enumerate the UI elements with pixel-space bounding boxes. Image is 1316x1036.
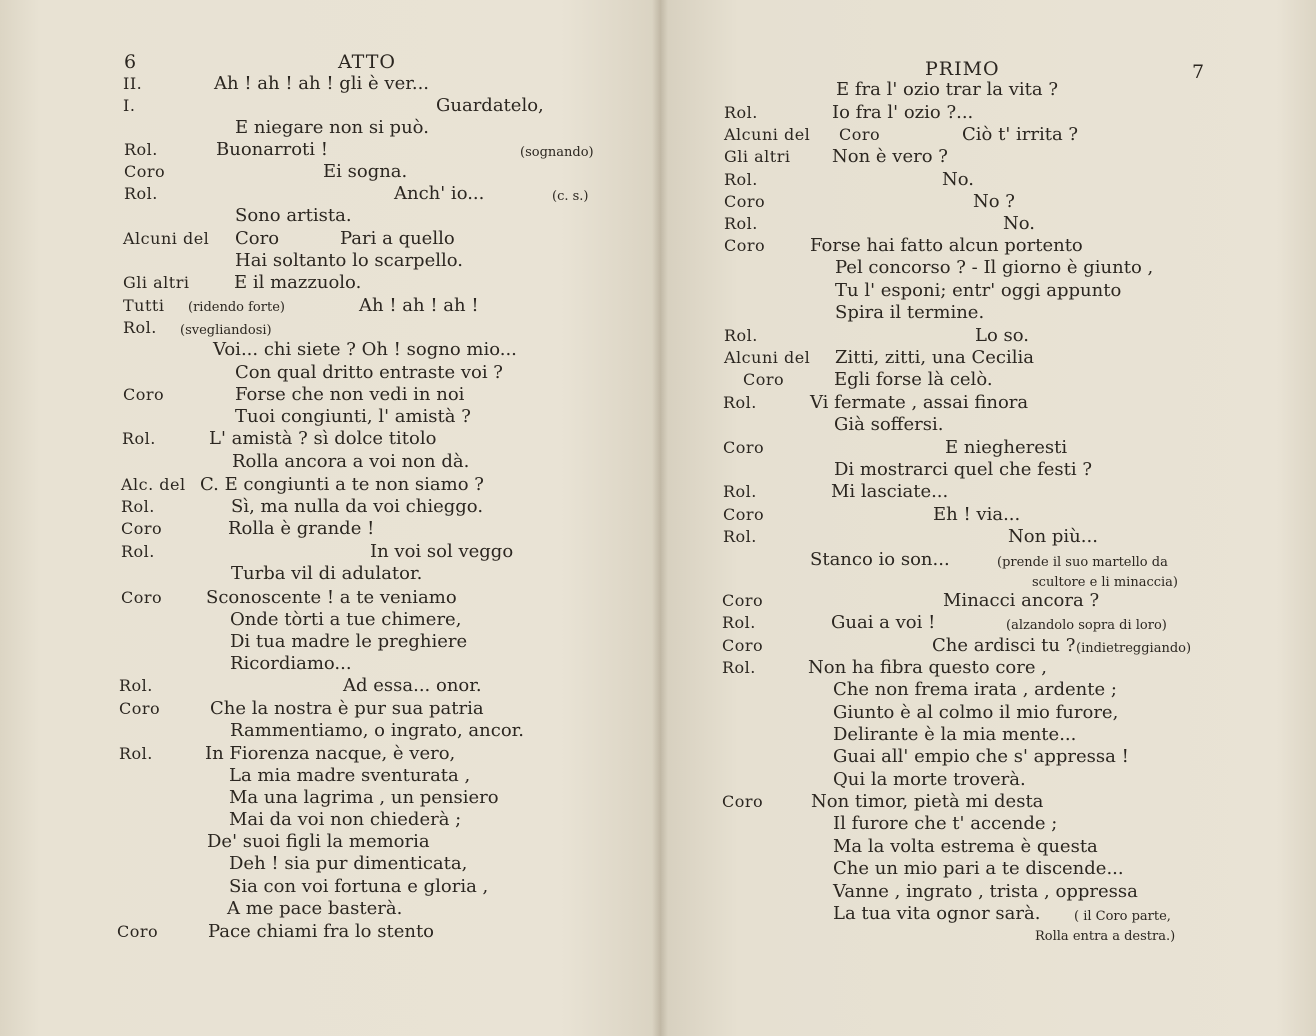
right-text-line: Lo so. — [975, 325, 1029, 346]
left-text-line: L' amistà ? sì dolce titolo — [209, 428, 437, 449]
left-text-line: La mia madre sventurata , — [229, 765, 471, 786]
right-text-line: Non è vero ? — [832, 146, 948, 167]
right-text-line: scultore e li minaccia) — [1032, 575, 1178, 590]
left-text-line: Voi... chi siete ? Oh ! sogno mio... — [213, 339, 517, 360]
left-text-line: Di tua madre le preghiere — [230, 631, 468, 652]
left-text-line: Rol. — [121, 497, 155, 516]
right-text-line: Tu l' esponi; entr' oggi appunto — [835, 280, 1122, 301]
left-text-line: Coro — [117, 922, 159, 941]
right-text-line: La tua vita ognor sarà. — [833, 903, 1041, 924]
left-text-line: Rolla è grande ! — [228, 518, 375, 539]
right-text-line: Zitti, zitti, una Cecilia — [835, 347, 1034, 368]
left-text-line: Rol. — [119, 744, 153, 763]
left-text-line: I. — [123, 96, 136, 115]
left-text-line: Che la nostra è pur sua patria — [210, 698, 484, 719]
right-text-line: Guai all' empio che s' appressa ! — [833, 746, 1129, 767]
right-text-line: Coro — [723, 505, 765, 524]
right-text-line: Coro — [722, 591, 764, 610]
left-text-line: In Fiorenza nacque, è vero, — [205, 743, 456, 764]
left-text-line: Rol. — [122, 429, 156, 448]
right-text-line: Ciò t' irrita ? — [962, 124, 1079, 145]
left-text-line: Rammentiamo, o ingrato, ancor. — [230, 720, 525, 741]
right-text-line: Coro — [839, 125, 881, 144]
left-text-line: Rol. — [124, 184, 158, 203]
right-text-line: Vi fermate , assai finora — [810, 392, 1029, 413]
left-text-line: Hai soltanto lo scarpello. — [235, 250, 463, 271]
left-text-line: Rol. — [119, 676, 153, 695]
right-text-line: Vanne , ingrato , trista , oppressa — [833, 881, 1138, 902]
right-text-line: Coro — [723, 438, 765, 457]
right-text-line: E fra l' ozio trar la vita ? — [836, 79, 1059, 100]
left-text-line: II. — [123, 74, 143, 93]
right-text-line: Delirante è la mia mente... — [833, 724, 1077, 745]
right-text-line: Coro — [724, 192, 766, 211]
right-text-line: ( il Coro parte, — [1074, 909, 1171, 924]
right-text-line: (alzandolo sopra di loro) — [1006, 618, 1167, 633]
right-text-line: Pel concorso ? - Il giorno è giunto , — [835, 257, 1154, 278]
left-text-line: Onde tòrti a tue chimere, — [230, 609, 462, 630]
right-text-line: Io fra l' ozio ?... — [832, 102, 974, 123]
right-text-line: Coro — [743, 370, 785, 389]
right-text-line: Spira il termine. — [835, 302, 985, 323]
right-text-line: Guai a voi ! — [831, 612, 936, 633]
left-text-line: E il mazzuolo. — [234, 272, 362, 293]
right-text-line: Che non frema irata , ardente ; — [833, 679, 1117, 700]
right-text-line: Giunto è al colmo il mio furore, — [833, 702, 1119, 723]
left-text-line: Rol. — [124, 140, 158, 159]
left-text-line: 6 — [124, 51, 138, 73]
right-text-line: Stanco io son... — [810, 549, 950, 570]
right-text-line: Rol. — [723, 527, 757, 546]
right-text-line: Non più... — [1008, 526, 1098, 547]
right-text-line: Non ha fibra questo core , — [808, 657, 1047, 678]
right-text-line: Rol. — [723, 393, 757, 412]
right-text-line: PRIMO — [925, 58, 1000, 80]
right-text-line: Già soffersi. — [834, 414, 944, 435]
right-text-line: Gli altri — [724, 147, 791, 166]
right-text-line: No ? — [973, 191, 1015, 212]
left-text-line: Sono artista. — [235, 205, 352, 226]
left-text-line: Sia con voi fortuna e gloria , — [229, 876, 489, 897]
left-text-line: E niegare non si può. — [235, 117, 429, 138]
right-text-line: No. — [1003, 213, 1035, 234]
left-text-line: Ah ! ah ! ah ! gli è ver... — [214, 73, 430, 94]
left-text-line: Rolla ancora a voi non dà. — [232, 451, 470, 472]
right-text-line: Alcuni del — [724, 125, 811, 144]
right-text-line: Rol. — [722, 613, 756, 632]
right-text-line: Forse hai fatto alcun portento — [810, 235, 1083, 256]
left-text-line: Ma una lagrima , un pensiero — [229, 787, 499, 808]
left-text-line: Mai da voi non chiederà ; — [229, 809, 462, 830]
right-text-line: Il furore che t' accende ; — [833, 813, 1058, 834]
left-text-line: (c. s.) — [552, 189, 589, 204]
left-text-line: Coro — [121, 588, 163, 607]
left-text-line: Gli altri — [123, 273, 190, 292]
right-text-line: Rol. — [724, 170, 758, 189]
left-text-line: Rol. — [121, 542, 155, 561]
right-text-line: Ma la volta estrema è questa — [833, 836, 1098, 857]
right-text-line: Egli forse là celò. — [834, 369, 993, 390]
left-text-line: Sconoscente ! a te veniamo — [206, 587, 457, 608]
left-text-line: (sognando) — [520, 145, 594, 160]
right-text-line: Non timor, pietà mi desta — [811, 791, 1044, 812]
right-text-line: E niegheresti — [945, 437, 1068, 458]
right-text-line: Che ardisci tu ? — [932, 635, 1076, 656]
left-text-line: Alc. del — [121, 475, 186, 494]
right-text-line: Qui la morte troverà. — [833, 769, 1026, 790]
right-text-line: Di mostrarci quel che festi ? — [834, 459, 1092, 480]
right-text-line: (prende il suo martello da — [997, 555, 1168, 570]
left-text-line: Anch' io... — [394, 183, 485, 204]
right-text-line: No. — [942, 169, 974, 190]
left-text-line: Ei sogna. — [323, 161, 408, 182]
left-text-line: Alcuni del — [123, 229, 210, 248]
left-text-line: Ricordiamo... — [230, 653, 352, 674]
left-text-line: (svegliandosi) — [180, 323, 272, 338]
left-text-line: In voi sol veggo — [370, 541, 514, 562]
left-text-line: Tuoi congiunti, l' amistà ? — [235, 406, 471, 427]
left-text-line: Coro — [121, 519, 163, 538]
right-text-line: Mi lasciate... — [831, 481, 949, 502]
left-text-line: A me pace basterà. — [227, 898, 403, 919]
right-text-line: Che un mio pari a te discende... — [833, 858, 1124, 879]
right-text-line: Rol. — [724, 103, 758, 122]
right-text-line: (indietreggiando) — [1076, 641, 1192, 656]
left-text-line: Turba vil di adulator. — [231, 563, 423, 584]
right-text-line: Eh ! via... — [933, 504, 1021, 525]
left-text-line: Sì, ma nulla da voi chieggo. — [231, 496, 484, 517]
left-text-line: Buonarroti ! — [216, 139, 328, 160]
left-text-line: De' suoi figli la memoria — [207, 831, 430, 852]
right-text-line: Rolla entra a destra.) — [1035, 929, 1176, 944]
left-text-line: (ridendo forte) — [188, 300, 285, 315]
right-text-line: 7 — [1192, 61, 1206, 83]
left-text-line: Pace chiami fra lo stento — [208, 921, 435, 942]
right-text-line: Rol. — [724, 214, 758, 233]
left-text-line: C. E congiunti a te non siamo ? — [200, 474, 484, 495]
book-gutter — [652, 0, 668, 1036]
right-text-line: Alcuni del — [724, 348, 811, 367]
left-text-line: Coro — [235, 228, 280, 249]
left-text-line: Ah ! ah ! ah ! — [359, 295, 479, 316]
right-text-line: Rol. — [722, 658, 756, 677]
left-text-line: Con qual dritto entraste voi ? — [235, 362, 503, 383]
left-text-line: Forse che non vedi in noi — [235, 384, 465, 405]
left-text-line: Coro — [119, 699, 161, 718]
right-text-line: Rol. — [724, 326, 758, 345]
right-text-line: Coro — [722, 636, 764, 655]
left-text-line: Guardatelo, — [436, 95, 544, 116]
left-text-line: Rol. — [123, 318, 157, 337]
right-text-line: Rol. — [723, 482, 757, 501]
left-text-line: Coro — [123, 385, 165, 404]
left-text-line: Pari a quello — [340, 228, 455, 249]
left-text-line: Ad essa... onor. — [343, 675, 482, 696]
right-text-line: Minacci ancora ? — [943, 590, 1100, 611]
left-text-line: Coro — [124, 162, 166, 181]
left-text-line: Deh ! sia pur dimenticata, — [229, 853, 468, 874]
left-text-line: Tutti — [123, 296, 165, 315]
right-text-line: Coro — [724, 236, 766, 255]
right-text-line: Coro — [722, 792, 764, 811]
left-text-line: ATTO — [338, 51, 396, 73]
